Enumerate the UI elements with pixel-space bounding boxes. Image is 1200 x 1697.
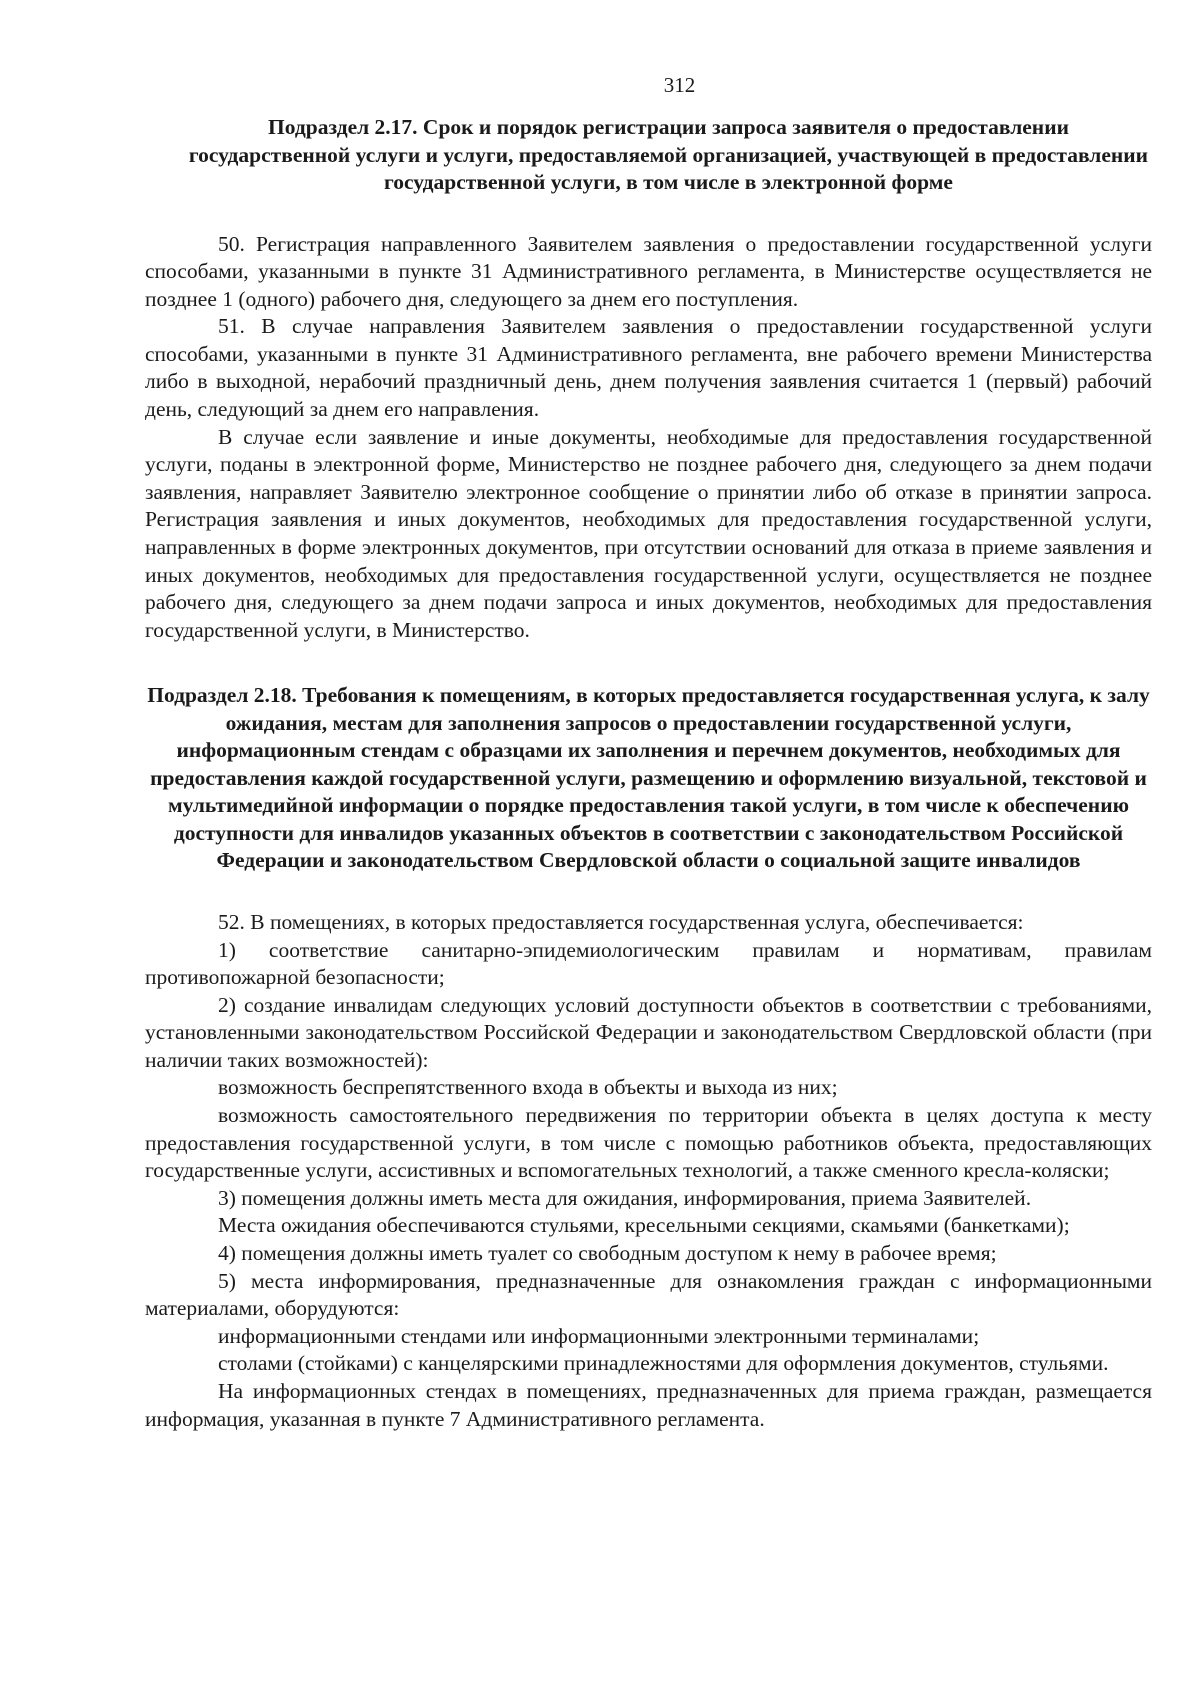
paragraph-52-item-3-seating: Места ожидания обеспечиваются стульями, кресельными секциями, скамьями (банкетками); — [218, 1213, 1070, 1238]
paragraph-52-item-2-movement: возможность самостоятельного передвижения по территории объекта в целях доступа к месту предоставления государственной услуги, в том числе с помощью работников объекта, предоставляющих государственные услуги, ассистивных и вспомогательных технологий, а также сменного кресла-коляски; — [145, 1103, 1152, 1183]
section-2-17-body — [145, 231, 1152, 645]
paragraph-52-item-4: 4) помещения должны иметь туалет со свободным доступом к нему в рабочее время; — [218, 1241, 997, 1266]
paragraph-52-item-5-tables: столами (стойками) с канцелярскими принадлежностями для оформления документов, стульями. — [218, 1351, 1109, 1376]
paragraph-52-item-3: 3) помещения должны иметь места для ожидания, информирования, приема Заявителей. — [218, 1185, 1032, 1210]
paragraph-52: 52. В помещениях, в которых предоставляется государственная услуга, обеспечивается: — [218, 909, 1024, 934]
paragraph-52-item-2-entry: возможность беспрепятственного входа в объекты и выхода из них; — [218, 1075, 838, 1100]
paragraph-51-electronic: В случае если заявление и иные документы, необходимые для предоставления государственной услуги, поданы в электронной форме, Министерство не позднее рабочего дня, следующего за днем подачи заявления, направляет Заявителю электронное сообщение о принятии либо об отказе в принятии запроса. Регистрация заявления и иных документов, необходимых для предоставления государственной услуги, направленных в форме электронных документов, при отсутствии оснований для отказа в приеме заявления и иных документов, необходимых для предоставления государственной услуги, осуществляется не позднее рабочего дня, следующего за днем подачи запроса и иных документов, необходимых для предоставления государственной услуги, в Министерство. — [145, 424, 1152, 642]
paragraph-52-item-1: 1) соответствие санитарно-эпидемиологическим правилам и нормативам, правилам противопожарной безопасности; — [145, 937, 1152, 990]
document-page — [145, 72, 1152, 1433]
paragraph-52-info-stands: На информационных стендах в помещениях, предназначенных для приема граждан, размещается информация, указанная в пункте 7 Административного регламента. — [145, 1379, 1152, 1431]
section-2-18-body — [145, 909, 1152, 1433]
paragraph-51: 51. В случае направления Заявителем заявления о предоставлении государственной услуги способами, указанными в пункте 31 Административного регламента, вне рабочего времени Министерства либо в выходной, нерабочий праздничный день, днем получения заявления считается 1 (первый) рабочий день, следующий за днем его направления. — [145, 314, 1152, 422]
section-2-18-heading: Подраздел 2.18. Требования к помещениям, в которых предоставляется государственная услуга, к залу ожидания, местам для заполнения запросов о предоставлении государственной услуги, информационным стендам с образцами их заполнения и перечнем документов, необходимых для предоставления каждой государственной услуги, размещению и оформлению визуальной, текстовой и мультимедийной информации о порядке предоставления такой услуги, в том числе к обеспечению доступности для инвалидов указанных объектов в соответствии с законодательством Российской Федерации и законодательством Свердловской области о социальной защите инвалидов — [147, 683, 1150, 873]
paragraph-52-item-5-stands: информационными стендами или информационными электронными терминалами; — [218, 1323, 980, 1348]
paragraph-50: 50. Регистрация направленного Заявителем заявления о предоставлении государственной услуги способами, указанными в пункте 31 Административного регламента, в Министерстве осуществляется не позднее 1 (одного) рабочего дня, следующего за днем его поступления. — [145, 231, 1152, 311]
section-2-17-heading: Подраздел 2.17. Срок и порядок регистрации запроса заявителя о предоставлении государственной услуги и услуги, предоставляемой организацией, участвующей в предоставлении государственной услуги, в том числе в электронной форме — [188, 115, 1149, 194]
page-number: 312 — [663, 73, 696, 97]
paragraph-52-item-2: 2) создание инвалидам следующих условий доступности объектов в соответствии с требованиями, установленными законодательством Российской Федерации и законодательством Свердловской области (при наличии таких возможностей): — [145, 992, 1152, 1072]
paragraph-52-item-5: 5) места информирования, предназначенные для ознакомления граждан с информационными материалами, оборудуются: — [145, 1268, 1152, 1321]
